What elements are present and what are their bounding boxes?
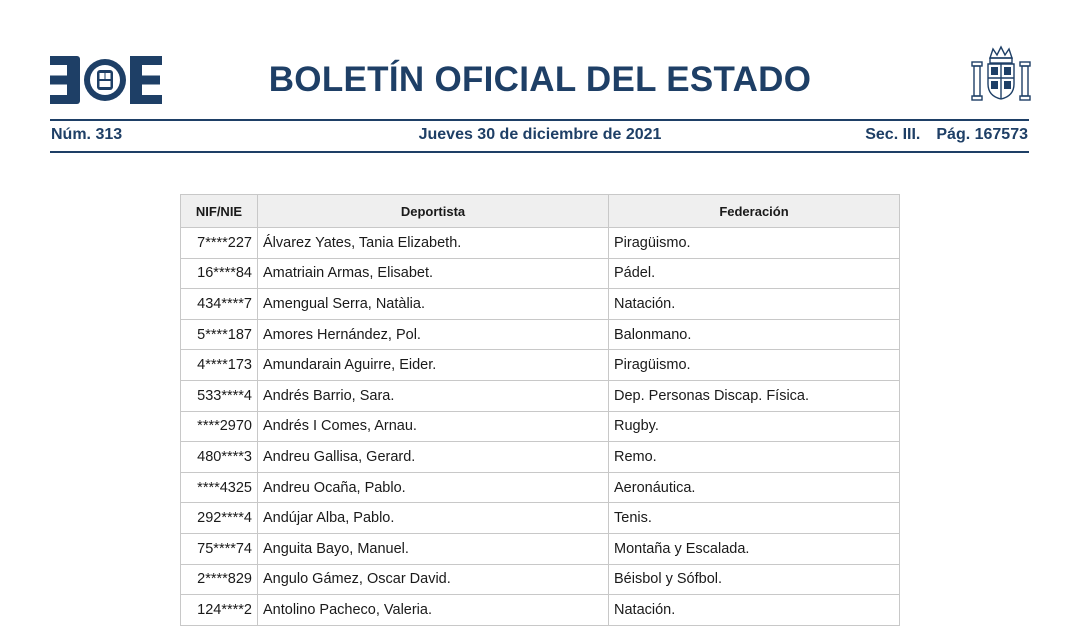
federacion-cell: Dep. Personas Discap. Física.: [609, 380, 900, 411]
nif-cell: 16****84: [181, 258, 258, 289]
table-row: [181, 319, 900, 350]
nif-cell: 480****3: [181, 442, 258, 473]
deportista-cell: Álvarez Yates, Tania Elizabeth.: [258, 228, 609, 259]
deportista-cell: Antolino Pacheco, Valeria.: [258, 595, 609, 626]
deportista-cell: Andrés Barrio, Sara.: [258, 380, 609, 411]
table-row: [181, 258, 900, 289]
table-row: [181, 289, 900, 320]
column-header-federacion: Federación: [609, 195, 900, 228]
federacion-cell: Natación.: [609, 595, 900, 626]
header-rule-top: [50, 119, 1029, 121]
table-row: [181, 228, 900, 259]
nif-cell: 533****4: [181, 380, 258, 411]
table-row: [181, 350, 900, 381]
federacion-cell: Remo.: [609, 442, 900, 473]
table-row: [181, 411, 900, 442]
federacion-cell: Rugby.: [609, 411, 900, 442]
deportista-cell: Amundarain Aguirre, Eider.: [258, 350, 609, 381]
column-header-deportista: Deportista: [258, 195, 609, 228]
nif-cell: 292****4: [181, 503, 258, 534]
deportista-cell: Amores Hernández, Pol.: [258, 319, 609, 350]
table-row: [181, 564, 900, 595]
federacion-cell: Balonmano.: [609, 319, 900, 350]
federacion-cell: Piragüismo.: [609, 350, 900, 381]
federacion-cell: Béisbol y Sófbol.: [609, 564, 900, 595]
deportista-cell: Andújar Alba, Pablo.: [258, 503, 609, 534]
deportista-cell: Andrés I Comes, Arnau.: [258, 411, 609, 442]
issue-number: Núm. 313: [51, 126, 123, 143]
federacion-cell: Natación.: [609, 289, 900, 320]
table-header-row: [181, 195, 900, 228]
nif-cell: 4****173: [181, 350, 258, 381]
deportista-cell: Anguita Bayo, Manuel.: [258, 533, 609, 564]
federacion-cell: Montaña y Escalada.: [609, 533, 900, 564]
deportista-cell: Andreu Gallisa, Gerard.: [258, 442, 609, 473]
deportista-cell: Amengual Serra, Natàlia.: [258, 289, 609, 320]
page-number: Pág. 167573: [936, 126, 1028, 143]
federacion-cell: Aeronáutica.: [609, 472, 900, 503]
table-row: [181, 380, 900, 411]
federacion-cell: Pádel.: [609, 258, 900, 289]
nif-cell: ****4325: [181, 472, 258, 503]
header-rule-bottom: [50, 151, 1029, 153]
table-row: [181, 503, 900, 534]
federacion-cell: Piragüismo.: [609, 228, 900, 259]
issue-date: Jueves 30 de diciembre de 2021: [418, 126, 662, 143]
nif-cell: ****2970: [181, 411, 258, 442]
coat-of-arms-icon: [968, 44, 1034, 110]
boe-logo: [50, 56, 162, 104]
table-row: [181, 442, 900, 473]
nif-cell: 7****227: [181, 228, 258, 259]
nif-cell: 124****2: [181, 595, 258, 626]
table-row: [181, 595, 900, 626]
nif-cell: 2****829: [181, 564, 258, 595]
nif-cell: 75****74: [181, 533, 258, 564]
deportista-cell: Andreu Ocaña, Pablo.: [258, 472, 609, 503]
deportista-cell: Angulo Gámez, Oscar David.: [258, 564, 609, 595]
nif-cell: 5****187: [181, 319, 258, 350]
table-row: [181, 533, 900, 564]
federacion-cell: Tenis.: [609, 503, 900, 534]
athletes-table: [180, 194, 900, 626]
section-page: [865, 126, 1028, 144]
column-header-nif: NIF/NIE: [181, 195, 258, 228]
table-row: [181, 472, 900, 503]
page-title: BOLETÍN OFICIAL DEL ESTADO: [268, 60, 812, 99]
section-label: Sec. III.: [865, 126, 921, 143]
nif-cell: 434****7: [181, 289, 258, 320]
deportista-cell: Amatriain Armas, Elisabet.: [258, 258, 609, 289]
